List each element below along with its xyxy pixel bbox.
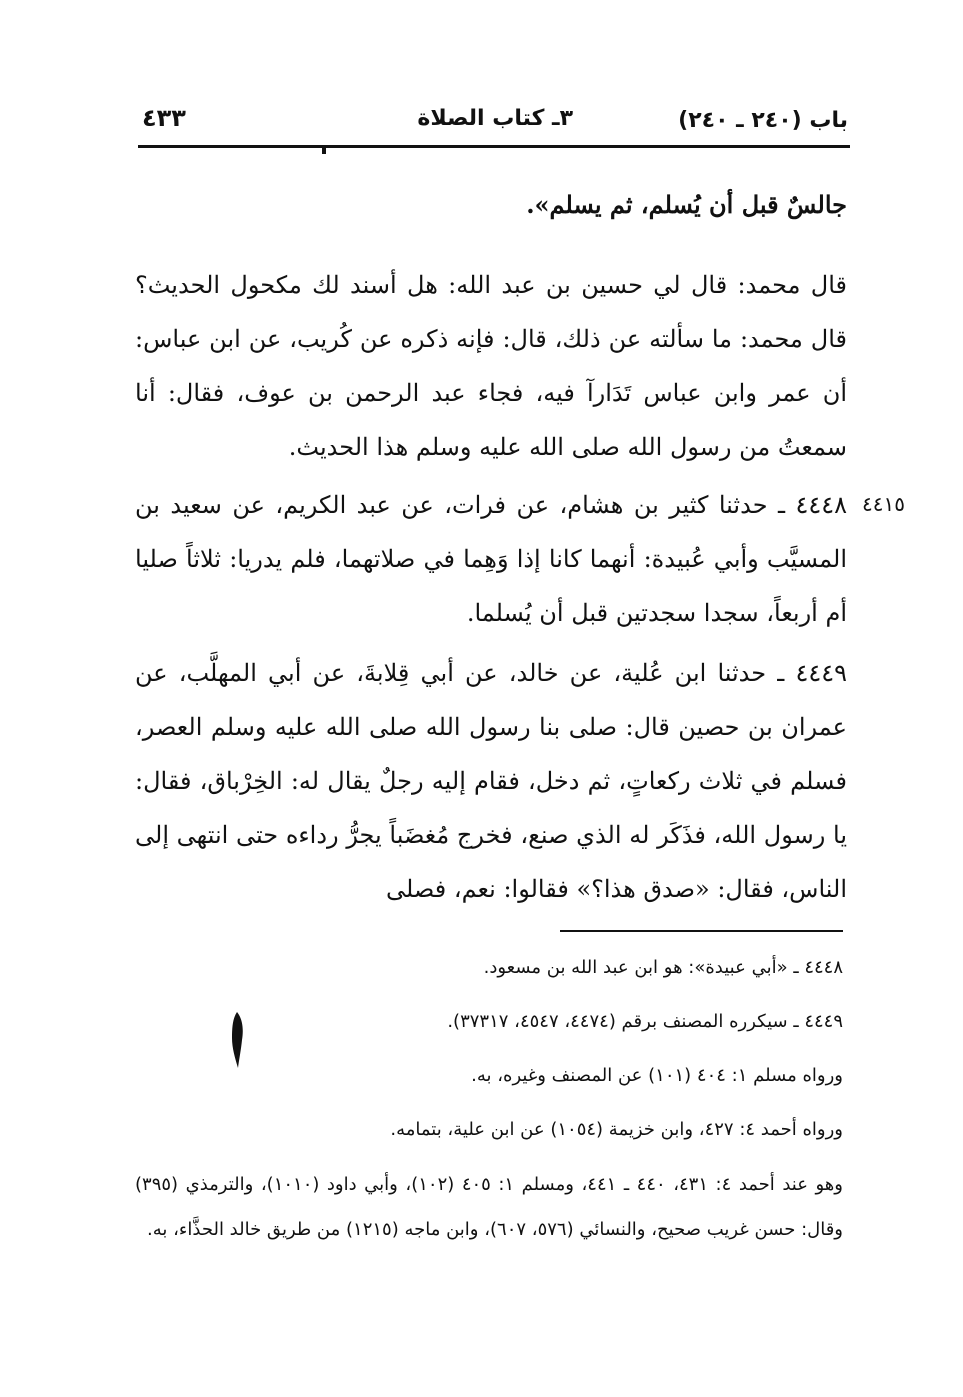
ink-smudge-mark [228,1010,246,1070]
page-header [140,104,848,140]
chapter-range: باب (٢٤٠ ـ ٢٤٠) [678,108,848,133]
footnote-4449-a: ٤٤٤٩ ـ سيكرره المصنف برقم (٤٤٧٤، ٤٥٤٧، ٣٧٣١٧). [447,1011,843,1032]
paragraph-muhammad: قال محمد: قال لي حسين بن عبد الله: هل أسند لك مكحول الحديث؟ قال محمد: ما سألته عن ذلك، قال: فإنه ذكره عن كُريب، عن ابن عباس: أن عمر وابن عباس تَدَارآ فيه، فجاء عبد الرحمن بن عوف، فقال: أنا سمعتُ من رسول الله صلى الله عليه وسلم هذا الحديث. [135,271,847,461]
hadith-4448: ٤٤٤٨ ـ حدثنا كثير بن هشام، عن فرات، عن عبد الكريم، عن سعيد بن المسيَّب وأبي عُبيدة: أنهما كانا إذا وَهِما في صلاتهما، فلم يدريا: ثلاثاً صليا أم أربعاً، سجدا سجدتين قبل أن يُسلما. [135,491,847,627]
page-number: ٤٣٣ [142,104,186,132]
footnote-4449-b: ورواه مسلم ١: ٤٠٤ (١٠١) عن المصنف وغيره، به. [471,1065,843,1086]
footnote-4449-d: وهو عند أحمد ٤: ٤٣١، ٤٤٠ ـ ٤٤١، ومسلم ١: ٤٠٥ (١٠٢)، وأبي داود (١٠١٠)، والترمذي (٣٩٥) وقال: حسن غريب صحيح، والنسائي (٥٧٦، ٦٠٧)، وابن ماجه (١٢١٥) من طريق خالد الحذَّاء، به. [135,1174,843,1240]
header-rule [138,145,850,148]
footnote-4449-c: ورواه أحمد ٤: ٤٢٧، وابن خزيمة (١٠٥٤) عن ابن علية، بتمامه. [390,1119,843,1140]
book-title: ٣ـ كتاب الصلاة [417,106,573,131]
continuation-line: جالسٌ قبل أن يُسلم، ثم يسلم». [526,190,847,219]
footnote-4448: ٤٤٤٨ ـ «أبي عبيدة»: هو ابن عبد الله بن مسعود. [483,957,843,978]
hadith-margin-number: ٤٤١٥ [862,492,905,516]
hadith-4449: ٤٤٤٩ ـ حدثنا ابن عُلية، عن خالد، عن أبي قِلابةَ، عن أبي المهلَّب، عن عمران بن حصين قال: صلى بنا رسول الله صلى الله عليه وسلم العصر، فسلم في ثلاث ركعاتٍ، ثم دخل، فقام إليه رجلٌ يقال له: الخِرْباق، فقال: يا رسول الله، فذَكَر له الذي صنع، فخرج مُغضَباً يجرُّ رداءه حتى انتهى إلى الناس، فقال: «صدق هذا؟» فقالوا: نعم، فصلى [135,659,847,903]
footnote-divider [560,930,843,932]
header-rule-mark [322,148,326,154]
